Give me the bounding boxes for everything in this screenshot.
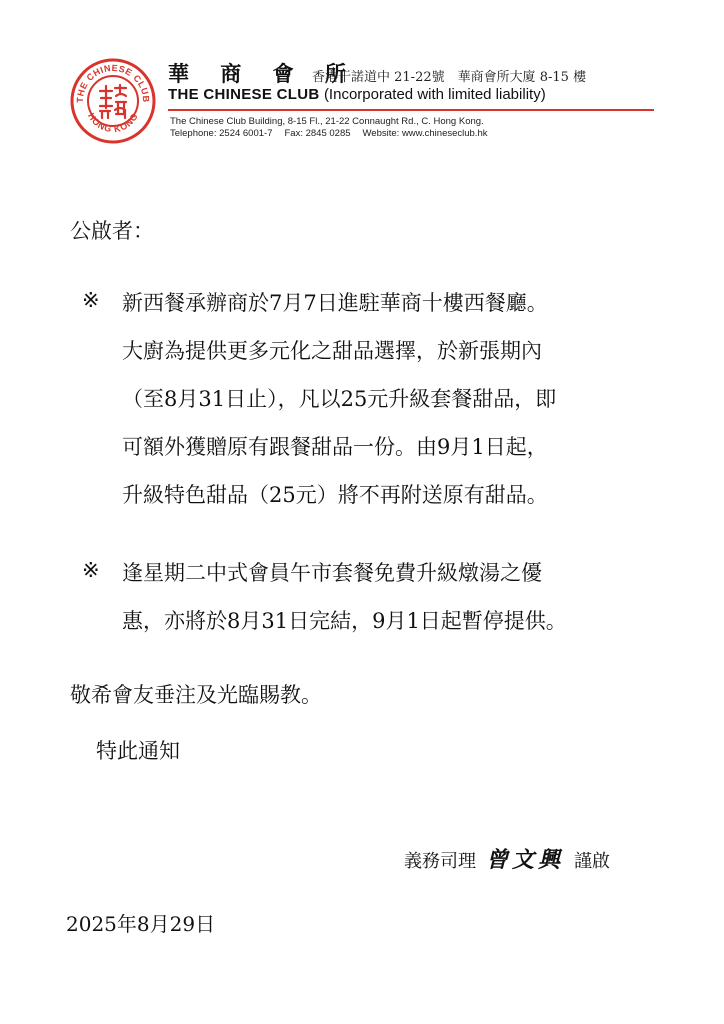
letterhead [0,0,724,160]
reference-mark-icon: ※ [82,288,100,312]
club-english-address: The Chinese Club Building, 8-15 Fl., 21-22 Connaught Rd., C. Hong Kong. [170,116,484,127]
notice-statement: 特此通知 [96,739,180,763]
club-contact-line [170,128,487,140]
notice-line: 大廚為提供更多元化之甜品選擇，於新張期內 [122,339,542,363]
club-english-heading [168,86,546,104]
notice-item-text [122,558,567,654]
club-fax: Fax: 2845 0285 [284,128,351,139]
notice-item-text [122,288,556,528]
chinese-club-logo-icon [70,58,156,144]
logo-ring-top-text: THE CHINESE CLUB [74,62,152,103]
club-incorporation-note: (Incorporated with limited liability) [323,86,546,103]
club-english-name: THE CHINESE CLUB [168,86,320,103]
letterhead-divider [168,109,654,111]
svg-text:HONG KONG [86,111,140,134]
notice-line: 新西餐承辦商於7月7日進駐華商十樓西餐廳。 [122,291,548,315]
reference-mark-icon: ※ [82,558,100,582]
signatory-name: 曾文興 [486,847,565,873]
club-chinese-name: 華 商 會 所 [168,62,358,86]
signatory-title: 義務司理 [404,851,476,872]
signature-block [404,843,610,874]
closing-remark: 敬希會友垂注及光臨賜教。 [70,683,322,707]
greeting: 公啟者： [70,219,154,243]
notice-line: 升級特色甜品（25元）將不再附送原有甜品。 [122,483,548,507]
letter-date: 2025年8月29日 [66,912,216,936]
notice-line: （至8月31日止），凡以25元升級套餐甜品，即 [122,387,557,411]
club-chinese-address: 香港干諾道中 21-22號 華商會所大廈 8-15 樓 [312,70,587,85]
notice-line: 逢星期二中式會員午市套餐免費升級燉湯之優 [122,561,542,585]
notice-line: 可額外獲贈原有跟餐甜品一份。由9月1日起， [122,435,548,459]
club-contact-block [170,116,487,140]
club-website: Website: www.chineseclub.hk [362,128,488,139]
signature-closing: 謹啟 [574,851,611,872]
notice-line: 惠，亦將於8月31日完結，9月1日起暫停提供。 [122,609,567,633]
logo-ring-bottom-text: HONG KONG [86,111,140,135]
club-telephone: Telephone: 2524 6001-7 [170,128,273,139]
